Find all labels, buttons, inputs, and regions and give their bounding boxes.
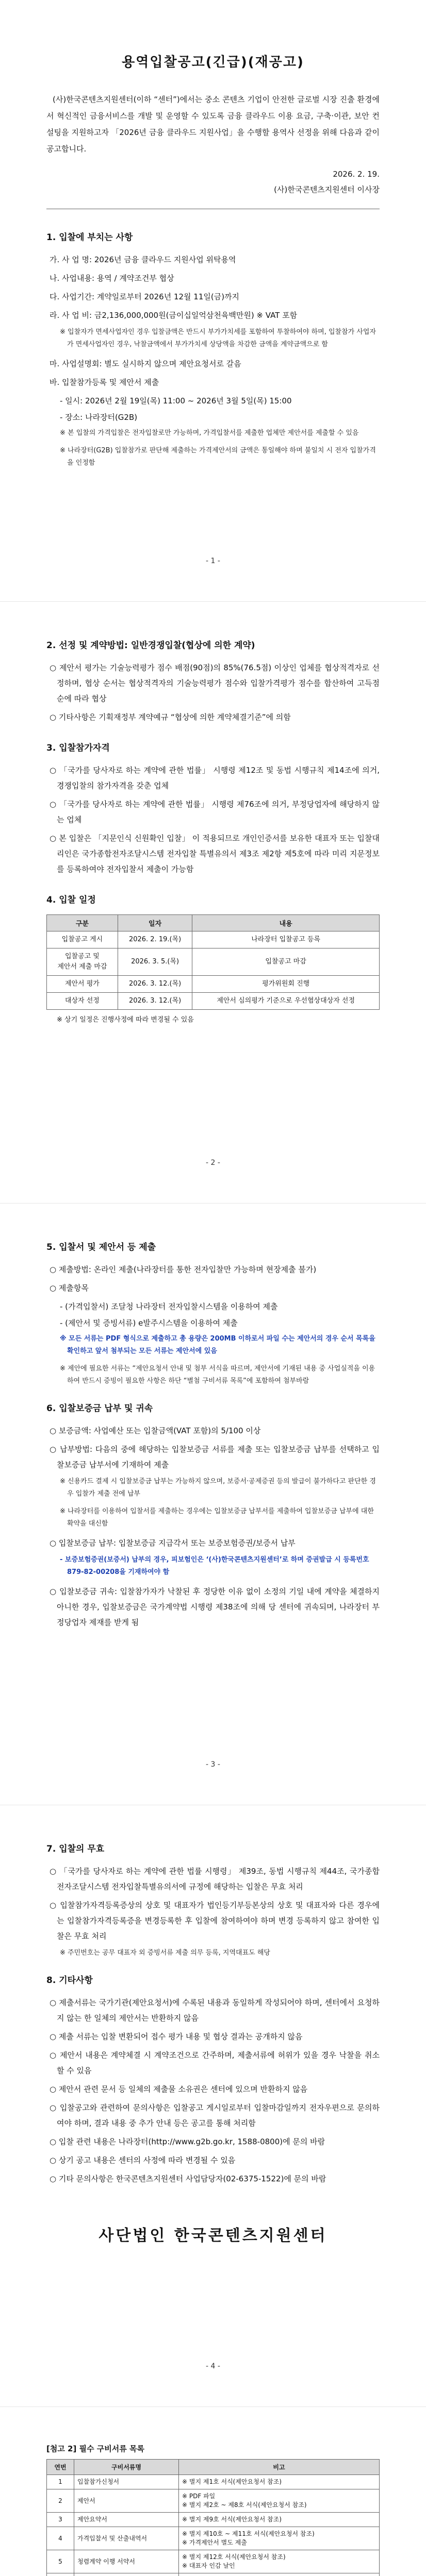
doc-number: 1 <box>47 2475 74 2489</box>
page-number: - 2 - <box>206 1159 220 1167</box>
schedule-cell: 2026. 3. 12.(목) <box>118 993 192 1010</box>
schedule-cell: 입찰공고 게시 <box>47 931 118 948</box>
page-2 <box>0 602 426 1204</box>
project-type: 나. 사업내용: 용역 / 계약조건부 협상 <box>50 274 174 283</box>
page-number: - 3 - <box>206 1760 220 1769</box>
qualification-3: ○ 본 입찰은 「지문인식 신원확인 입찰」 이 적용되므로 개인인증서를 보유한 대표자 또는 입찰대리인은 국가종합전자조달시스템 전자입찰 특별유의서 제3조 제2항 제5호에 따라 미리 지문정보를 등록하여야 전자입찰서 제출이 가능함 <box>50 834 380 874</box>
table-row <box>47 948 380 976</box>
documents-note: ※ 제안에 필요한 서류는 “제안요청서 안내 및 첨부 서식을 따르며, 제안서에 기재된 내용 중 사업실적을 이용하여 반드시 증빙이 필요한 사항은 하단 “별첨 구비서류 목록”에 포함하여 첨부바람 <box>60 1365 375 1385</box>
table-row <box>47 931 380 948</box>
schedule-cell: 평가위원회 진행 <box>192 976 380 993</box>
page-5 <box>0 2407 426 2576</box>
invalid-bid-1: ○ 「국가를 당사자로 하는 계약에 관한 법률 시행령」 제39조, 동법 시행규칙 제44조, 국가종합전자조달시스템 전자입찰특별유의서에 규정에 해당하는 입찰은 무효 처리 <box>50 1867 380 1891</box>
doc-remark: ※ 별지 제1호 서식(제안요청서 참조) <box>179 2475 380 2489</box>
misc-6: ○ 입찰 관련 내용은 나라장터(http://www.g2b.go.kr, 1588-0800)에 문의 바람 <box>50 2137 325 2146</box>
section-3-title: 3. 입찰참가자격 <box>46 743 110 753</box>
deposit-amount: ○ 보증금액: 사업예산 또는 입찰금액(VAT 포함)의 5/100 이상 <box>50 1426 261 1435</box>
misc-4: ○ 제안서 관련 문서 등 일체의 제출물 소유권은 센터에 있으며 반환하지 않음 <box>50 2084 308 2094</box>
doc-name <box>74 2573 179 2576</box>
section-5-title: 5. 입찰서 및 제안서 등 제출 <box>46 1242 156 1252</box>
schedule-cell: 입찰공고 마감 <box>192 948 380 976</box>
section-6-title: 6. 입찰보증금 납부 및 귀속 <box>46 1403 153 1414</box>
vat-note: ※ 입찰자가 면세사업자인 경우 입찰금액은 반드시 부가가치세를 포함하여 투찰하여야 하며, 입찰참가 사업자가 면세사업자인 경우, 낙찰금액에서 부가가치세 상당액을 차감한 금액을 계약금액으로 함 <box>60 328 376 348</box>
table-row <box>47 2489 380 2513</box>
table-row <box>47 2475 380 2489</box>
doc-remark <box>179 2573 380 2576</box>
schedule-cell: 2026. 3. 5.(목) <box>118 948 192 976</box>
deposit-payment: ○ 입찰보증금 납부: 입찰보증금 지급각서 또는 보증보험증권/보증서 납부 <box>50 1538 296 1548</box>
schedule-note: ※ 상기 일정은 진행사정에 따라 변경될 수 있음 <box>57 1016 194 1024</box>
page-title: 용역입찰공고(긴급)(재공고) <box>122 55 304 70</box>
doc-number: 2 <box>47 2489 74 2513</box>
misc-1: ○ 제출서류는 국가기관(제안요청서)에 수록된 내용과 동일하게 작성되어야 하며, 센터에서 요청하지 않는 한 일체의 제안서는 반환하지 않음 <box>50 1998 380 2023</box>
doc-remark: ※ 별지 제9호 서식(제안요청서 참조) <box>179 2513 380 2527</box>
invalid-bid-2: ○ 입찰참가자격등록증상의 상호 및 대표자가 법인등기부등본상의 상호 및 대표자와 다른 경우에는 입찰참가자격등록증을 변경등록한 후 입찰에 참여하여야 하며 변경 등록하지 않고 참여한 입찰은 무효 처리 <box>50 1901 380 1941</box>
required-documents-table <box>46 2459 380 2576</box>
doc-number: 4 <box>47 2527 74 2550</box>
submission-proposal: - (제안서 및 증빙서류) e발주시스템을 이용하여 제출 <box>60 1318 238 1328</box>
misc-8: ○ 기타 문의사항은 한국콘텐츠지원센터 사업담당자(02-6375-1522)에 문의 바람 <box>50 2174 326 2183</box>
deposit-forfeit: ○ 입찰보증금 귀속: 입찰참가자가 낙찰된 후 정당한 이유 없이 소정의 기일 내에 계약을 체결하지 아니한 경우, 입찰보증금은 국가계약법 시행령 제38조에 의해 당 센터에 귀속되며, 나라장터 부정당업자 제재를 받게 됨 <box>50 1587 380 1627</box>
schedule-cell: 대상자 선정 <box>47 993 118 1010</box>
schedule-header: 내용 <box>192 915 380 931</box>
signature: 사단법인 한국콘텐츠지원센터 <box>99 2227 327 2245</box>
section-4-title: 4. 입찰 일정 <box>46 895 96 905</box>
schedule-cell: 2026. 2. 19.(목) <box>118 931 192 948</box>
deposit-note-3: - 보증보험증권(보증서) 납부의 경우, 피보험인은 ‘(사)한국콘텐츠지원센터’로 하며 증권발급 시 등록번호 879-82-00208을 기재하여야 함 <box>60 1556 369 1576</box>
project-name: 가. 사 업 명: 2026년 금융 클라우드 지원사업 위탁용역 <box>50 255 236 264</box>
table-row <box>47 2513 380 2527</box>
submission-items: ○ 제출항목 <box>50 1283 89 1293</box>
schedule-header: 일자 <box>118 915 192 931</box>
doc-name: 제안서 <box>74 2489 179 2513</box>
docs-header: 구비서류명 <box>74 2460 179 2475</box>
table-row <box>47 2550 380 2573</box>
intro-paragraph: (사)한국콘텐츠지원센터(이하 “센터”)에서는 중소 콘텐츠 기업이 안전한 글로벌 시장 진출 환경에서 혁신적인 금융서비스를 개발 및 운영할 수 있도록 금융 클라우드 이용 요금, 구축·이관, 보안 컨설팅을 지원하고자 「2026년 금융 클라우드 지원사업」을 수행할 용역사 선정을 위해 다음과 같이 공고합니다. <box>46 95 380 154</box>
schedule-cell: 제안서 심의평가 기준으로 우선협상대상자 선정 <box>192 993 380 1010</box>
section-1-title: 1. 입찰에 부치는 사항 <box>46 232 133 243</box>
schedule-table <box>46 914 380 1010</box>
table-row <box>47 993 380 1010</box>
doc-name: 청렴계약 이행 서약서 <box>74 2550 179 2573</box>
table-row <box>47 2527 380 2550</box>
schedule-cell: 나라장터 입찰공고 등록 <box>192 931 380 948</box>
misc-7: ○ 상기 공고 내용은 센터의 사정에 따라 변경될 수 있음 <box>50 2156 236 2165</box>
page-1 <box>0 0 426 602</box>
deposit-method: ○ 납부방법: 다음의 중에 해당하는 입찰보증금 서류를 제출 또는 입찰보증금 납부를 선택하고 입찰보증금 납부서에 기재하여 제출 <box>50 1445 380 1469</box>
invalid-bid-note: ※ 주민번호는 공무 대표자 외 증빙서류 제출 의무 등록, 지역대표도 해당 <box>60 1949 270 1957</box>
doc-number: 3 <box>47 2513 74 2527</box>
doc-name: 제안요약서 <box>74 2513 179 2527</box>
table-row <box>47 976 380 993</box>
doc-name: 입찰참가신청서 <box>74 2475 179 2489</box>
registration-period: - 일시: 2026년 2월 19일(목) 11:00 ~ 2026년 3월 5일(목) 15:00 <box>60 396 292 405</box>
announcement-date: 2026. 2. 19. <box>333 170 380 179</box>
briefing: 마. 사업설명회: 별도 실시하지 않으며 제안요청서로 갈음 <box>50 359 241 368</box>
selection-other: ○ 기타사항은 기획재정부 계약예규 “협상에 의한 계약체결기준”에 의함 <box>50 713 291 722</box>
doc-number <box>47 2573 74 2576</box>
misc-2: ○ 제출 서류는 입찰 변환되어 접수 평가 내용 및 협상 결과는 공개하지 않음 <box>50 2032 303 2041</box>
annex-title: [첨고 2] 필수 구비서류 목록 <box>46 2444 144 2453</box>
deposit-note-1: ※ 신용카드 결제 시 입찰보증금 납부는 가능하지 않으며, 보증서·공제증권 등의 발급이 불가하다고 판단한 경우 입찰가 제출 전에 납부 <box>60 1478 376 1498</box>
schedule-header: 구분 <box>47 915 118 931</box>
qualification-1: ○ 「국가를 당사자로 하는 계약에 관한 법률」 시행령 제12조 및 동법 시행규칙 제14조에 의거, 경쟁입찰의 참가자격을 갖춘 업체 <box>50 766 380 790</box>
pdf-note: ※ 모든 서류는 PDF 형식으로 제출하고 총 용량은 200MB 이하로서 파일 수는 제안서의 경우 순서 목록을 확인하고 앞서 첨부되는 모든 서류는 제안서에 있음 <box>60 1335 375 1355</box>
announcing-org: (사)한국콘텐츠지원센터 이사장 <box>274 185 380 194</box>
page-4 <box>0 1805 426 2407</box>
doc-remark: ※ 별지 제12호 서식(제안요청서 참조) ※ 대표자 인감 날인 <box>179 2550 380 2573</box>
price-note: ※ 나라장터(G2B) 입찰참가로 판단해 제출하는 가격제안서의 금액은 통일해야 하며 불일치 시 전자 입찰가격을 인정함 <box>60 447 376 467</box>
page-number: - 4 - <box>206 2362 220 2370</box>
project-budget: 라. 사 업 비: 금2,136,000,000원(금이십일억삼천육백만원) ※ VAT 포함 <box>50 311 298 320</box>
section-8-title: 8. 기타사항 <box>46 1975 93 1986</box>
registration-title: 바. 입찰참가등록 및 제안서 제출 <box>50 378 159 387</box>
docs-header: 연번 <box>47 2460 74 2475</box>
submission-price: - (가격입찰서) 조달청 나라장터 전자입찰시스템을 이용하여 제출 <box>60 1302 278 1311</box>
section-7-title: 7. 입찰의 무효 <box>46 1844 105 1854</box>
docs-header: 비고 <box>179 2460 380 2475</box>
qualification-2: ○ 「국가를 당사자로 하는 계약에 관한 법률」 시행령 제76조에 의거, 부정당업자에 해당하지 않는 업체 <box>50 800 380 824</box>
project-period: 다. 사업기간: 계약일로부터 2026년 12월 11일(금)까지 <box>50 292 240 301</box>
doc-number: 5 <box>47 2550 74 2573</box>
doc-remark: ※ 별지 제10호 ~ 제11호 서식(제안요청서 참조) ※ 가격제안서 별도 제출 <box>179 2527 380 2550</box>
schedule-cell: 2026. 3. 12.(목) <box>118 976 192 993</box>
selection-method: ○ 제안서 평가는 기술능력평가 점수 배점(90점)의 85%(76.5점) 이상인 업체를 협상적격자로 선정하며, 협상 순서는 협상적격자의 기술능력평가 점수와 입찰가격평가 점수를 합산하여 고득점 순에 따라 협상 <box>50 663 380 703</box>
registration-place: - 장소: 나라장터(G2B) <box>60 413 138 422</box>
e-bid-note: ※ 본 입찰의 가격입찰은 전자입찰로만 가능하며, 가격입찰서를 제출한 업체만 제안서를 제출할 수 있음 <box>60 429 359 437</box>
schedule-cell: 제안서 평가 <box>47 976 118 993</box>
table-row <box>47 2573 380 2576</box>
page-3 <box>0 1204 426 1805</box>
page-number: - 1 - <box>206 557 220 565</box>
submission-method: ○ 제출방법: 온라인 제출(나라장터를 통한 전자입찰만 가능하며 현장제출 불가) <box>50 1265 317 1274</box>
deposit-note-2: ※ 나라장터를 이용하여 입찰서를 제출하는 경우에는 입찰보증금 납부서를 제출하여 입찰보증금 납부에 대한 확약을 대신함 <box>60 1507 374 1528</box>
schedule-cell: 입찰공고 및 제안서 제출 마감 <box>47 948 118 976</box>
docs-body <box>47 2475 380 2576</box>
doc-name: 가격입찰서 및 산출내역서 <box>74 2527 179 2550</box>
misc-3: ○ 제안서 내용은 계약체결 시 계약조건으로 간주하며, 제출서류에 허위가 있을 경우 낙찰을 취소할 수 있음 <box>50 2050 380 2075</box>
misc-5: ○ 입찰공고와 관련하여 문의사항은 입찰공고 게시일로부터 입찰마감일까지 전자우편으로 문의하여야 하며, 결과 내용 중 추가 안내 등은 공고를 통해 처리함 <box>50 2103 380 2128</box>
section-2-title: 2. 선정 및 계약방법: 일반경쟁입찰(협상에 의한 계약) <box>46 640 255 651</box>
doc-remark: ※ PDF 파일 ※ 별지 제2호 ~ 제8호 서식(제안요청서 참조) <box>179 2489 380 2513</box>
